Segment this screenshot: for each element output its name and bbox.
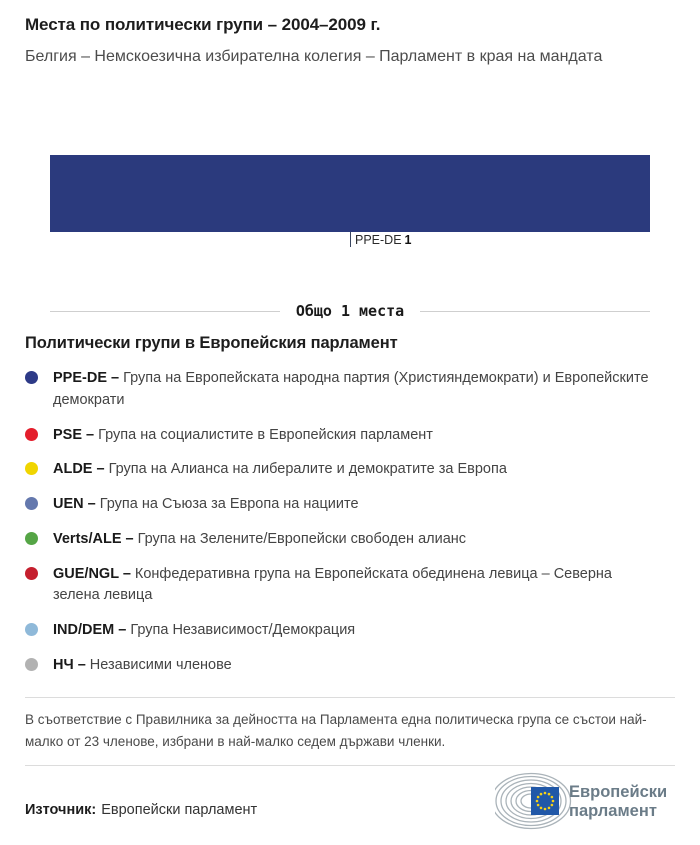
source-value: Европейски парламент [101,801,258,818]
bar-segment-ppe-de [50,155,650,232]
legend-item-nch [25,655,675,677]
legend-item-ppe-de [25,368,675,412]
legend-desc: Група на Зелените/Европейски свободен алианс [137,530,467,547]
ep-hemicycle-logo-icon [495,772,675,830]
legend-abbr: Verts/ALE – [53,530,134,547]
legend-desc: Група Независимост/Демокрация [130,622,356,639]
legend-abbr: НЧ – [53,656,86,673]
total-seats-label: Общо 1 места [295,302,405,321]
legend-desc: Конфедеративна група на Европейската обединена левица – Северна зелена левица [53,565,612,604]
divider-line-left [50,311,280,312]
axis-tick-label [355,233,412,247]
axis-tick-row [50,232,650,256]
seats-bar-chart [50,155,650,256]
legend-dot-verts-ale [25,532,38,545]
legend-item-gue-ngl [25,564,675,608]
logo-text-line1: Европейски [569,783,668,802]
legend-abbr: IND/DEM – [53,622,127,639]
legend-item-uen [25,494,675,516]
legend-dot-gue-ngl [25,567,38,580]
legend-dot-uen [25,497,38,510]
legend-item-verts-ale [25,529,675,551]
rules-footnote-text: В съответствие с Правилника за дейността на Парламента една политическа група се състои най-малко от 23 членове, избрани в най-малко седем държави членки. [25,711,647,749]
legend-item-ind-dem [25,620,675,642]
legend-abbr: UEN – [53,496,96,513]
total-seats-divider [50,302,650,320]
legend-desc: Група на Съюза за Европа на нациите [99,496,359,513]
eu-flag-icon [531,787,559,815]
tick-group-value: 1 [404,233,412,248]
bar-row [50,155,650,232]
rules-footnote [25,697,675,767]
legend-desc: Група на Европейската народна партия (Християндемократи) и Европейските демократи [53,370,649,408]
legend-dot-alde [25,462,38,475]
axis-tick-mark [350,232,351,247]
legend-item-pse [25,425,675,447]
legend-desc: Група на социалистите в Европейския парламент [98,426,433,443]
tick-group-name: PPE-DE [355,233,402,248]
legend-dot-ind-dem [25,623,38,636]
page-footer [25,772,675,835]
page-subtitle: Белгия – Немскоезична избирателна колегия – Парламент в края на мандата [25,48,603,66]
legend-desc: Група на Алианса на либералите и демократите за Европа [108,461,507,478]
legend-dot-ppe-de [25,371,38,384]
legend-abbr: GUE/NGL – [53,565,131,582]
european-parliament-logo [495,772,675,835]
legend-heading: Политически групи в Европейския парламент [25,334,398,353]
legend-abbr: ALDE – [53,461,105,478]
page-title: Места по политически групи – 2004–2009 г. [25,15,381,34]
legend-abbr: PSE – [53,426,95,443]
legend-dot-nch [25,658,38,671]
legend [25,368,675,677]
source-label: Източник: [25,801,97,818]
legend-item-alde [25,459,675,481]
legend-abbr: PPE-DE – [53,370,120,387]
legend-desc: Независими членове [89,656,232,673]
legend-dot-pse [25,428,38,441]
source-line [25,802,257,818]
logo-text-line2: парламент [569,802,657,821]
divider-line-right [420,311,650,312]
